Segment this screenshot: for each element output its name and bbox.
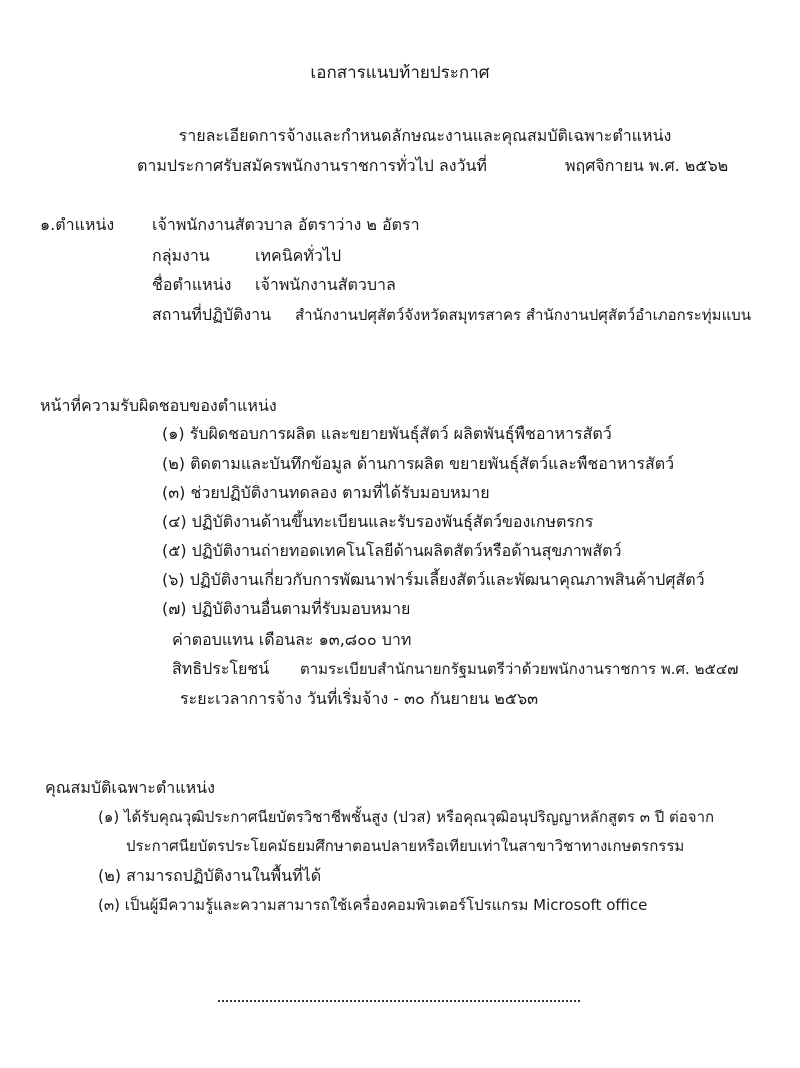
duration-text: ระยะเวลาการจ้าง วันที่เริ่มจ้าง - ๓๐ กันยายน ๒๕๖๓ xyxy=(180,689,539,708)
document-title: เอกสารแนบท้ายประกาศ xyxy=(310,63,490,83)
duty-item: (๖) ปฏิบัติงานเกี่ยวกับการพัฒนาฟาร์มเลี้ยงสัตว์และพัฒนาคุณภาพสินค้าปศุสัตว์ xyxy=(162,570,705,589)
pay-text: ค่าตอบแทน เดือนละ ๑๓,๘๐๐ บาท xyxy=(172,630,412,649)
subtitle-line2: ตามประกาศรับสมัครพนักงานราชการทั่วไป ลงวันที่ xyxy=(137,156,487,175)
dotted-divider xyxy=(218,1000,580,1002)
qualification-item: (๒) สามารถปฏิบัติงานในพื้นที่ได้ xyxy=(98,866,322,885)
duty-item: (๑) รับผิดชอบการผลิต และขยายพันธุ์สัตว์ ผลิตพันธุ์พืชอาหารสัตว์ xyxy=(162,424,612,443)
group-label: กลุ่มงาน xyxy=(152,246,210,265)
subtitle-date: พฤศจิกายน พ.ศ. ๒๕๖๒ xyxy=(565,156,729,175)
name-label: ชื่อตำแหน่ง xyxy=(152,275,232,294)
duty-item: (๔) ปฏิบัติงานด้านขึ้นทะเบียนและรับรองพันธุ์สัตว์ของเกษตรกร xyxy=(162,512,594,531)
duty-item: (๓) ช่วยปฏิบัติงานทดลอง ตามที่ได้รับมอบหมาย xyxy=(162,483,490,502)
position-value: เจ้าพนักงานสัตวบาล อัตราว่าง ๒ อัตรา xyxy=(152,215,420,234)
position-label: ๑.ตำแหน่ง xyxy=(40,215,115,234)
subtitle-line1: รายละเอียดการจ้างและกำหนดลักษณะงานและคุณสมบัติเฉพาะตำแหน่ง xyxy=(178,126,672,145)
duties-heading: หน้าที่ความรับผิดชอบของตำแหน่ง xyxy=(40,396,277,415)
qualifications-heading: คุณสมบัติเฉพาะตำแหน่ง xyxy=(45,778,215,797)
duty-item: (๒) ติดตามและบันทึกข้อมูล ด้านการผลิต ขยายพันธุ์สัตว์และพืชอาหารสัตว์ xyxy=(162,454,675,473)
benefits-label: สิทธิประโยชน์ xyxy=(172,659,270,678)
qualification-item: (๓) เป็นผู้มีความรู้และความสามารถใช้เครื่องคอมพิวเตอร์โปรแกรม Microsoft office xyxy=(98,896,648,914)
duty-item: (๗) ปฏิบัติงานอื่นตามที่รับมอบหมาย xyxy=(162,599,411,618)
group-value: เทคนิคทั่วไป xyxy=(255,246,342,265)
place-value: สำนักงานปศุสัตว์จังหวัดสมุทรสาคร สำนักงานปศุสัตว์อำเภอกระทุ่มแบน xyxy=(295,306,752,324)
qualification-item: (๑) ได้รับคุณวุฒิประกาศนียบัตรวิชาชีพชั้นสูง (ปวส) หรือคุณวุฒิอนุปริญญาหลักสูตร ๓ ปี ต่อจาก xyxy=(98,808,715,826)
qualification-item-continued: ประกาศนียบัตรประโยคมัธยมศึกษาตอนปลายหรือเทียบเท่าในสาขาวิชาทางเกษตรกรรม xyxy=(126,837,685,855)
place-label: สถานที่ปฏิบัติงาน xyxy=(152,305,272,324)
benefits-value: ตามระเบียบสำนักนายกรัฐมนตรีว่าด้วยพนักงานราชการ พ.ศ. ๒๕๔๗ xyxy=(300,660,739,678)
name-value: เจ้าพนักงานสัตวบาล xyxy=(255,275,396,294)
duty-item: (๕) ปฏิบัติงานถ่ายทอดเทคโนโลยีด้านผลิตสัตว์หรือด้านสุขภาพสัตว์ xyxy=(162,541,622,560)
